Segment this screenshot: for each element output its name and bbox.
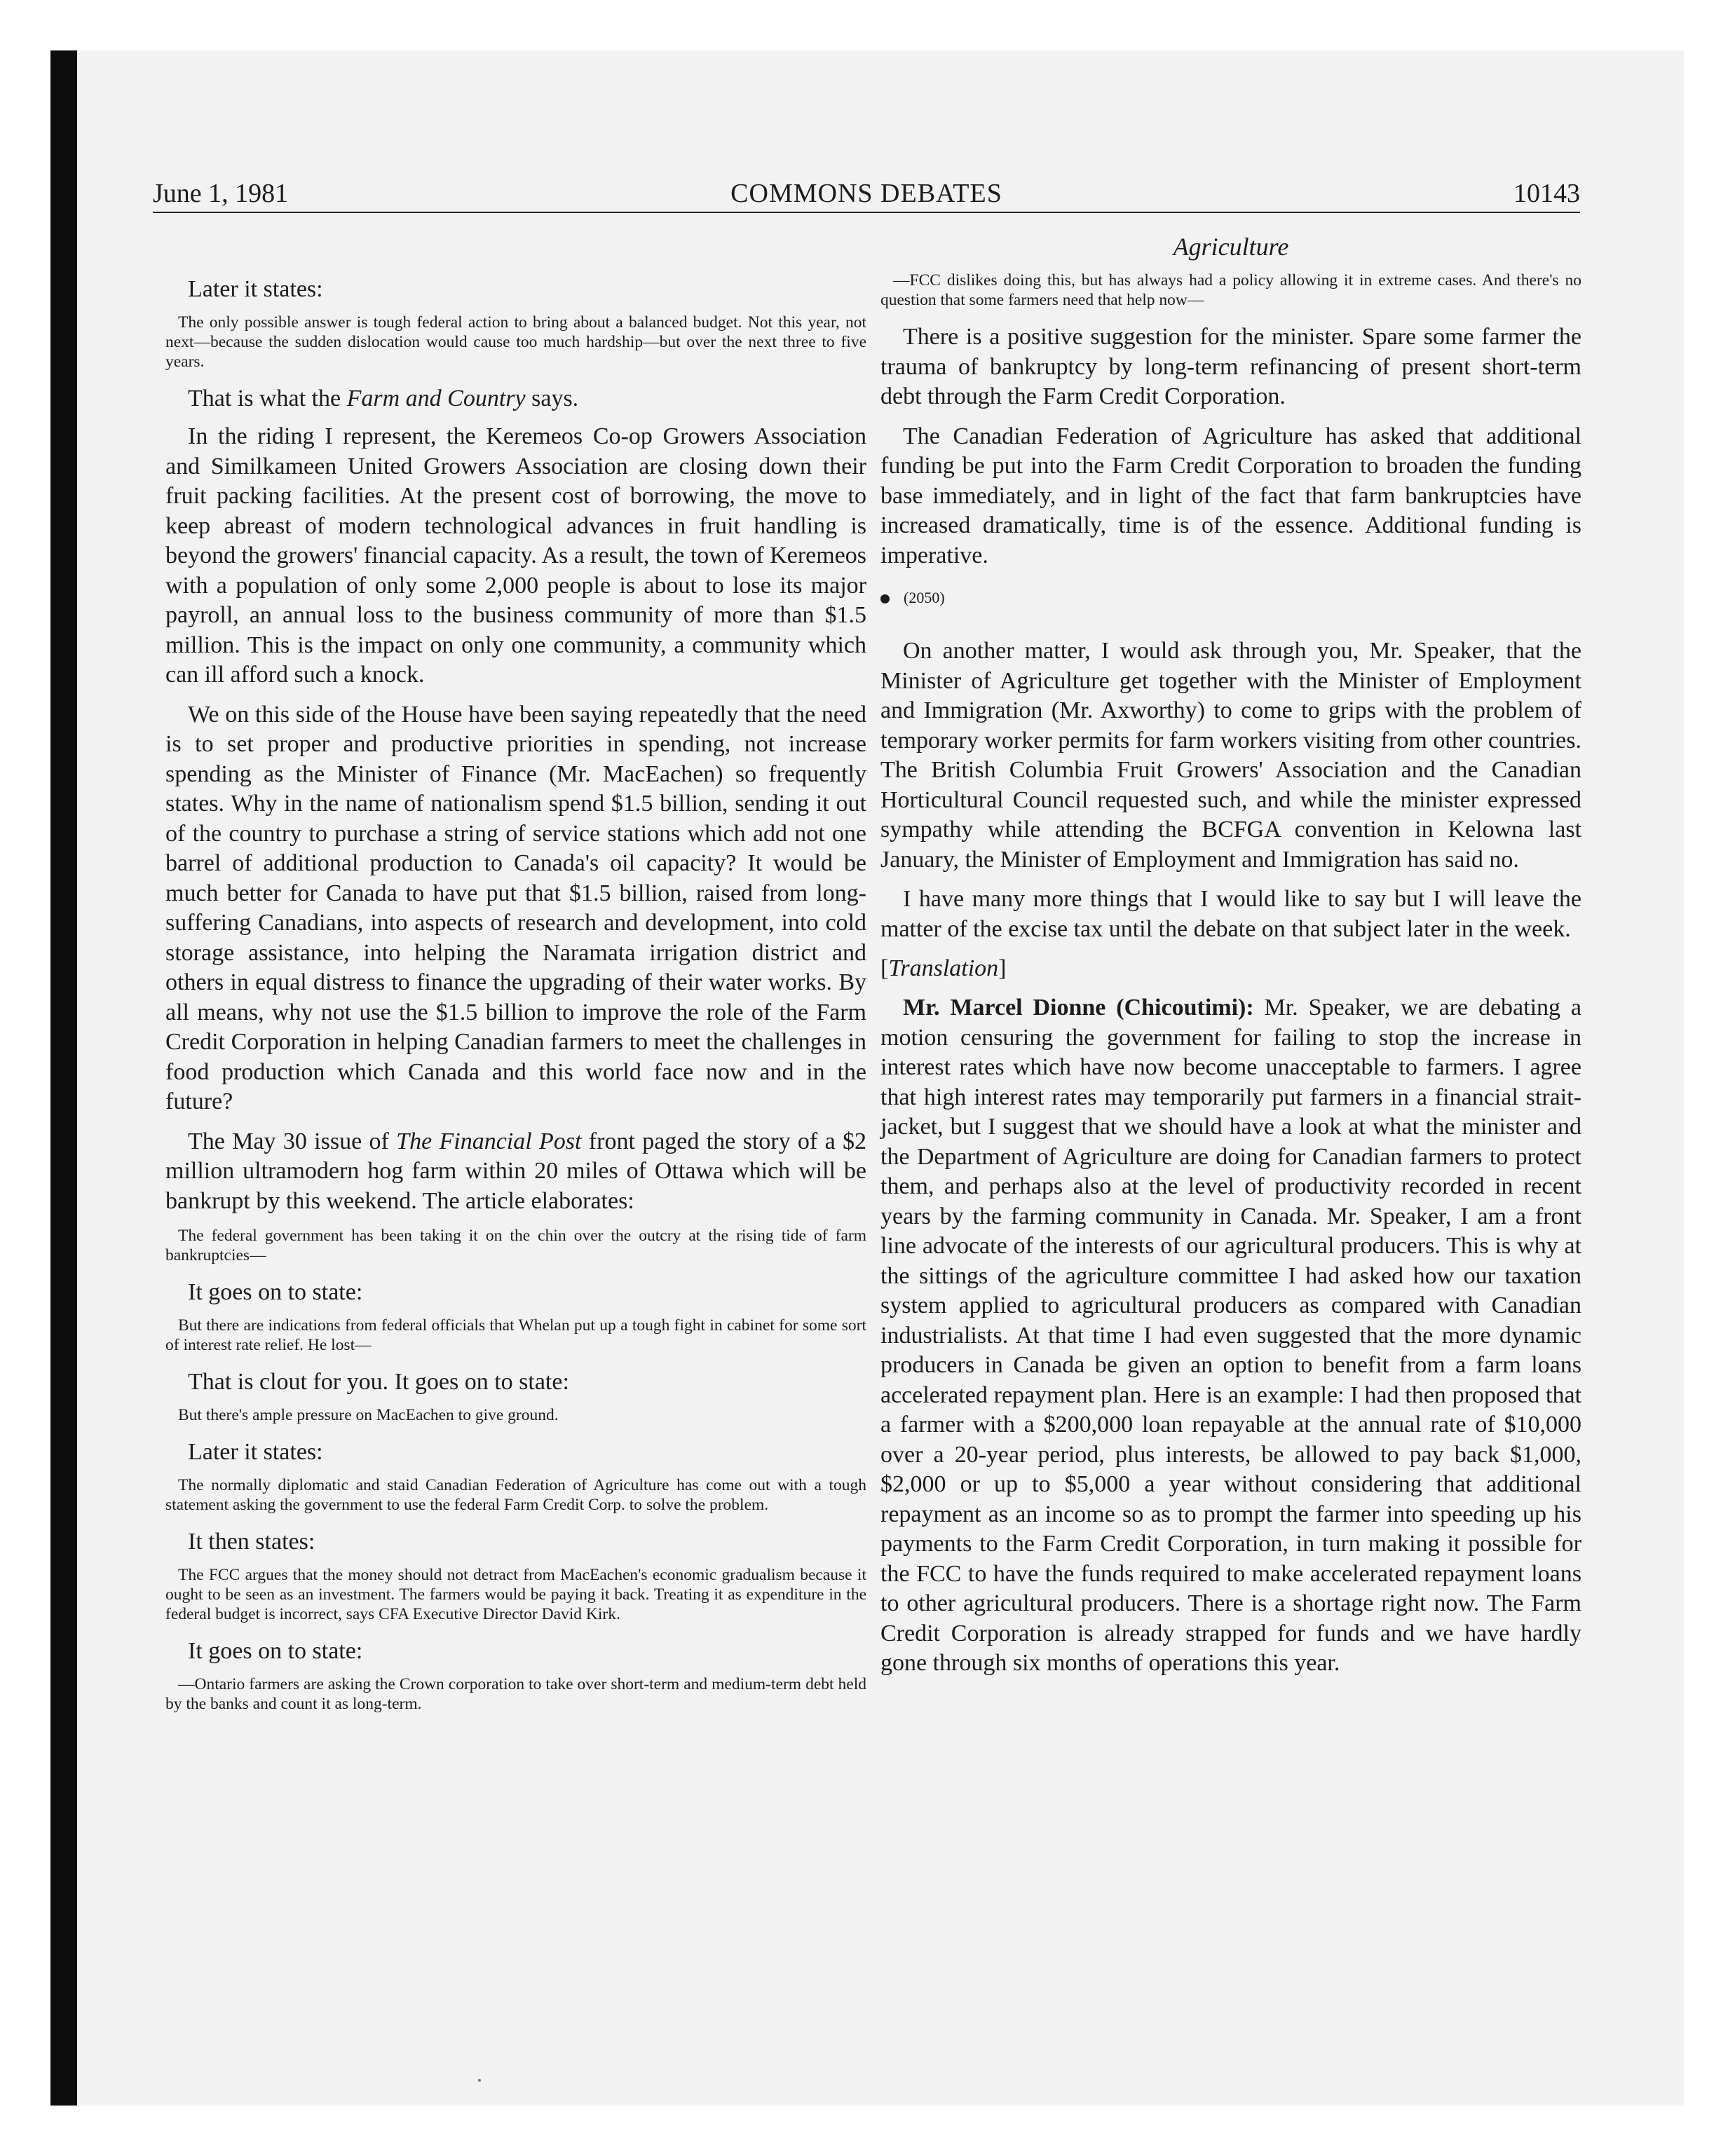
publication-name: The Financial Post — [396, 1128, 582, 1154]
paragraph: I have many more things that I would like to say but I will leave the matter of the excise tax until the debate on that subject later in the week. — [880, 886, 1581, 942]
header-date: June 1, 1981 — [153, 179, 289, 208]
block-quote: The FCC argues that the money should not detract from MacEachen's economic gradualism because it ought to be seen as an investment. The farmers would be paying it back. Treating it as expenditure in the federal budget is incorrect, says CFA Executive Director David Kirk. — [165, 1566, 866, 1623]
lead-text-farm-country — [165, 384, 866, 414]
paragraph-dionne — [880, 993, 1581, 1679]
block-quote: But there are indications from federal officials that Whelan put up a tough fight in cabinet for some sort of interest rate relief. He lost— — [165, 1316, 866, 1354]
lead-text: Later it states: — [188, 1439, 323, 1465]
bullet-icon — [880, 594, 890, 603]
block-quote: The normally diplomatic and staid Canadian Federation of Agriculture has come out with a tough statement asking the government to use the federal Farm Credit Corp. to solve the problem. — [165, 1476, 866, 1514]
section-heading: Agriculture — [1173, 233, 1289, 261]
lead-text: Later it states: — [188, 276, 323, 302]
text-run: front paged the story of a $2 million ultramodern hog farm within 20 miles of Ottawa which will be bankrupt by this weekend. The article elaborates: — [165, 1128, 866, 1214]
left-column — [165, 231, 866, 1726]
publication-title: COMMONS DEBATES — [730, 179, 1002, 208]
scan-speck — [478, 2079, 481, 2082]
lead-text: That is clout for you. It goes on to state: — [188, 1369, 569, 1395]
paragraph: There is a positive suggestion for the minister. Spare some farmer the trauma of bankruptcy by long-term refinancing of present short-term debt through the Farm Credit Corporation. — [880, 324, 1581, 409]
text-run: That is what the — [188, 386, 347, 411]
block-quote: The federal government has been taking it on the chin over the outcry at the rising tide of farm bankruptcies— — [165, 1227, 866, 1264]
lead-text: It then states: — [188, 1529, 315, 1555]
paragraph: We on this side of the House have been saying repeatedly that the need is to set proper and productive priorities in spending, not increase spending as the Minister of Finance (Mr. MacEachen) so frequently states. Why in the name of nationalism spend $1.5 billion, sending it out of the country to purchase a string of service stations which add not one barrel of additional production to Canada's oil capacity? It would be much better for Canada to have put that $1.5 billion, raised from long-suffering Canadians, into aspects of research and development, into cold storage assistance, into helping the Naramata irrigation district and others in equal distress to finance the upgrading of their water works. By all means, why not use the $1.5 billion to improve the role of the Farm Credit Corporation in helping Canadian farmers to meet the challenges in food production which Canada and this world face now and in the future? — [165, 701, 866, 1114]
paragraph: The Canadian Federation of Agriculture has asked that additional funding be put into the Farm Credit Corporation to broaden the funding base immediately, and in light of the fact that farm bankruptcies have increased dramatically, time is of the essence. Additional funding is imperative. — [880, 423, 1581, 568]
block-quote: —FCC dislikes doing this, but has always had a policy allowing it in extreme cases. And there's no question that some farmers need that help now— — [880, 271, 1581, 309]
right-column — [880, 231, 1581, 1688]
speaker-name: Mr. Marcel Dionne (Chicoutimi): — [903, 995, 1254, 1021]
translation-text: Translation — [888, 955, 999, 981]
block-quote: —Ontario farmers are asking the Crown corporation to take over short-term and medium-term debt held by the banks and count it as long-term. — [165, 1675, 866, 1713]
block-quote: The only possible answer is tough federal action to bring about a balanced budget. Not this year, not next—because the sudden dislocation would cause too much hardship—but over the next three to five years. — [165, 313, 866, 371]
paragraph: On another matter, I would ask through you, Mr. Speaker, that the Minister of Agriculture get together with the Minister of Employment and Immigration (Mr. Axworthy) to come to grips with the problem of temporary worker permits for farm workers visiting from other countries. The British Columbia Fruit Growers' Association and the Canadian Horticultural Council requested such, and while the minister expressed sympathy while attending the BCFGA convention in Kelowna last January, the Minister of Employment and Immigration has said no. — [880, 638, 1581, 873]
lead-text: It goes on to state: — [188, 1638, 363, 1664]
publication-name: Farm and Country — [346, 386, 526, 411]
text-run: Mr. Speaker, we are debating a motion censuring the government for failing to stop the increase in interest rates which have now become unacceptable to farmers. I agree that high interest rates may temporarily put farmers in a financial strait-jacket, but I suggest that we should have a look at what the minister and the Department of Agriculture are doing for Canadian farmers to protect them, and perhaps also at the level of productivity recorded in recent years by the farming community in Canada. Mr. Speaker, I am a front line advocate of the interests of our agricultural producers. This is why at the sittings of the agriculture committee I had asked how our taxation system applied to agricultural producers as compared with Canadian industrialists. At that time I had even suggested that the more dynamic producers in Canada be given an option to benefit from a farm loans accelerated repayment plan. Here is an example: I had then proposed that a farmer with a $200,000 loan repayable at the annual rate of $10,000 over a 20-year period, plus interests, be allowed to pay back $1,000, $2,000 or up to $5,000 a year without considering that additional repayment as an income so as to prompt the farmer into speeding up his payments to the Farm Credit Corporation, in turn making it possible for the FCC to have the funds required to make accelerated repayment loans to other agricultural producers. There is a shortage right now. The Farm Credit Corporation is already strapped for funds and we have hardly gone through six months of operations this year. — [880, 995, 1581, 1676]
paragraph-financial-post — [165, 1127, 866, 1217]
translation-label: [Translation] — [880, 955, 1007, 981]
text-run: says. — [525, 386, 579, 411]
scan-edge-shadow — [50, 50, 77, 2106]
header-rule — [153, 212, 1580, 213]
text-run: The May 30 issue of — [188, 1128, 397, 1154]
page-number: 10143 — [1513, 179, 1580, 208]
time-marker — [880, 587, 1581, 608]
paragraph: In the riding I represent, the Keremeos Co-op Growers Association and Similkameen United Growers Association are closing down their fruit packing facilities. At the present cost of borrowing, the move to keep abreast of modern technological advances in fruit handling is beyond the growers' financial capacity. As a result, the town of Keremeos with a population of only some 2,000 people is about to lose its major payroll, an annual loss to the business community of more than $1.5 million. This is the impact on only one community, a community which can ill afford such a knock. — [165, 423, 866, 688]
block-quote: But there's ample pressure on MacEachen to give ground. — [178, 1406, 559, 1424]
time-marker-label: (2050) — [904, 589, 945, 606]
lead-text: It goes on to state: — [188, 1279, 363, 1305]
